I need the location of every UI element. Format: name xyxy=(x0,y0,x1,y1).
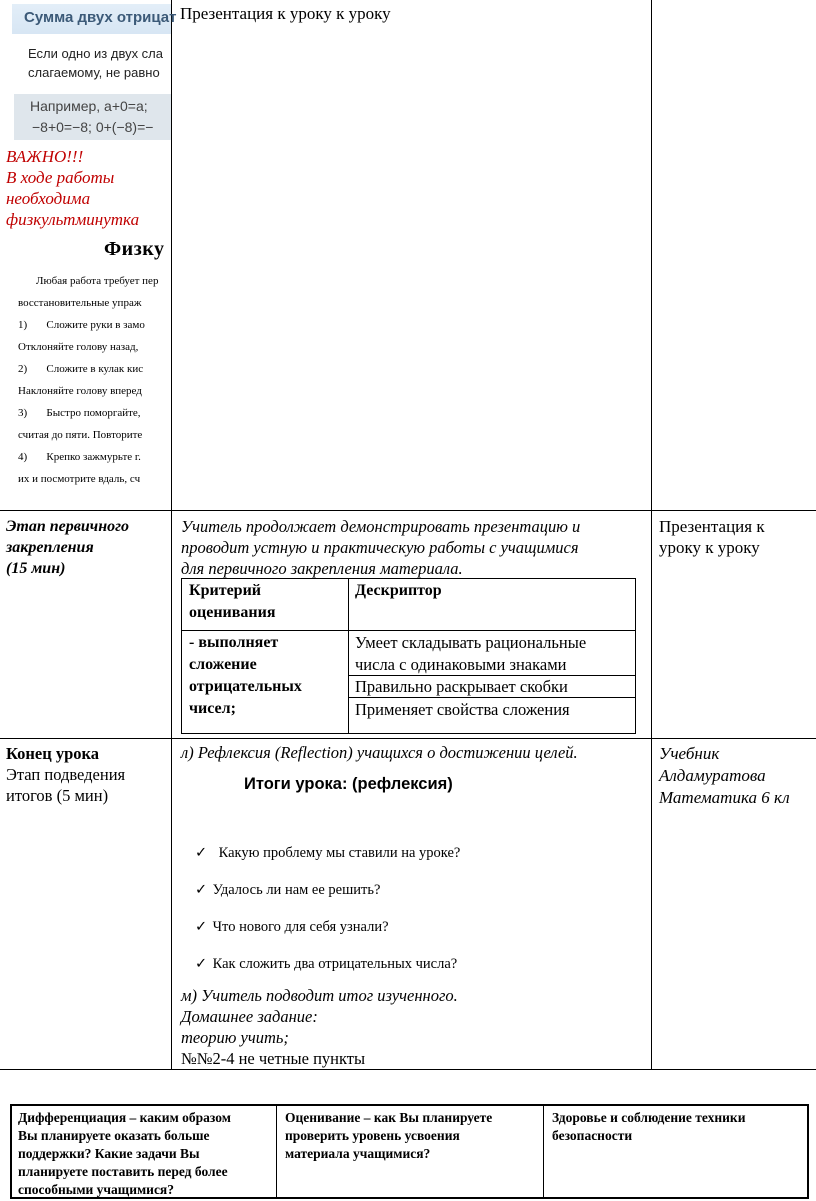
phys-line: восстановительные упраж xyxy=(18,297,142,309)
question-list xyxy=(195,845,460,993)
check-icon: ✓ xyxy=(195,882,208,898)
stage2-title-block xyxy=(6,743,125,806)
footer-line: способными учащимися? xyxy=(18,1182,174,1197)
phys-text xyxy=(0,270,171,490)
stage2-sub-line1: Этап подведения xyxy=(6,765,126,784)
textbook-rule-line1: Если одно из двух сла xyxy=(28,46,164,61)
stage2-title: Конец урока xyxy=(6,744,100,763)
check-icon: ✓ xyxy=(195,919,208,935)
summary-title: Итоги урока: (рефлексия) xyxy=(244,775,453,793)
question-text: Какую проблему мы ставили на уроке? xyxy=(218,845,461,861)
phys-line: их и посмотрите вдаль, сч xyxy=(18,473,141,485)
textbook-example-line1: Например, a+0=a; xyxy=(30,98,148,114)
textbook-rule-line2: слагаемому, не равно xyxy=(28,65,160,80)
question-item xyxy=(195,919,460,956)
phys-line: 1) Сложите руки в замо xyxy=(18,319,145,331)
teacher-line3: теорию учить; xyxy=(181,1028,289,1047)
phys-line: 3) Быстро поморгайте, xyxy=(18,407,141,419)
descriptor-2: Правильно раскрывает скобки xyxy=(355,677,568,696)
footer-table xyxy=(10,1104,809,1199)
footer-line: Здоровье и соблюдение техники xyxy=(552,1110,746,1125)
textbook-heading: Сумма двух отрицат xyxy=(24,9,177,26)
footer-line: безопасности xyxy=(552,1128,633,1143)
phys-line: Любая работа требует пер xyxy=(36,275,159,287)
presentation-note: Презентация к уроку к уроку xyxy=(180,4,391,23)
stage1-title xyxy=(6,516,129,579)
footer-line: поддержки? Какие задачи Вы xyxy=(18,1146,200,1161)
teacher-line4: №№2-4 не четные пункты xyxy=(181,1049,366,1068)
footer-line: материала учащимися? xyxy=(285,1146,431,1161)
textbook-heading-band xyxy=(12,4,177,34)
phys-line: 4) Крепко зажмурьте г. xyxy=(18,451,141,463)
stage1-title-line3: (15 мин) xyxy=(6,560,66,577)
stage2-resource-line2: Алдамуратова xyxy=(659,766,766,785)
textbook-example-line2: −8+0=−8; 0+(−8)=− xyxy=(32,119,154,135)
stage2-resource-line3: Математика 6 кл xyxy=(659,788,790,807)
phys-line: Отклоняйте голову назад, xyxy=(18,341,139,353)
table-border-col2 xyxy=(651,0,652,1070)
teacher-line1: м) Учитель подводит итог изученного. xyxy=(181,986,458,1005)
col-header-descriptor: Дескриптор xyxy=(355,582,442,599)
stage1-title-line1: Этап первичного xyxy=(6,518,129,535)
footer-differentiation xyxy=(18,1109,231,1199)
important-line4: физкультминутка xyxy=(6,210,140,229)
important-note xyxy=(6,146,139,230)
stage1-resource xyxy=(659,516,765,558)
stage1-title-line2: закрепления xyxy=(6,539,94,556)
criterion-line4: чисел; xyxy=(189,700,236,717)
footer-assessment xyxy=(285,1109,492,1163)
footer-health-safety xyxy=(552,1109,745,1145)
col-header-criterion xyxy=(189,580,276,624)
phys-line: Наклоняйте голову вперед xyxy=(18,385,142,397)
criterion-header-line1: Критерий xyxy=(189,582,262,599)
table-row-divider-1 xyxy=(0,510,816,511)
question-text: Удалось ли нам ее решить? xyxy=(212,882,381,898)
footer-line: Оценивание – как Вы планируете xyxy=(285,1110,493,1125)
important-line1: ВАЖНО!!! xyxy=(6,147,84,166)
stage2-reflection: л) Рефлексия (Reflection) учащихся о достижении целей. xyxy=(181,743,578,762)
teacher-line2: Домашнее задание: xyxy=(181,1007,318,1026)
question-item xyxy=(195,845,460,882)
descriptor-line: Умеет складывать рациональные xyxy=(355,633,587,652)
stage1-desc-line3: для первичного закрепления материала. xyxy=(181,559,463,578)
question-text: Как сложить два отрицательных числа? xyxy=(212,956,458,972)
phys-line: считая до пяти. Повторите xyxy=(18,429,143,441)
textbook-example-box xyxy=(14,94,171,140)
descriptor-3: Применяет свойства сложения xyxy=(355,700,570,719)
important-line3: необходима xyxy=(6,189,91,208)
criterion-line3: отрицательных xyxy=(189,678,302,695)
important-line2: В ходе работы xyxy=(6,168,115,187)
stage1-desc-line1: Учитель продолжает демонстрировать презентацию и xyxy=(181,517,581,536)
criterion-header-line2: оценивания xyxy=(189,604,276,621)
stage1-desc-line2: проводит устную и практическую работы с учащимися xyxy=(181,538,579,557)
stage1-description xyxy=(181,516,580,579)
phys-line: 2) Сложите в кулак кис xyxy=(18,363,144,375)
criterion-line1: - выполняет xyxy=(189,634,279,651)
teacher-summary xyxy=(181,985,458,1069)
stage1-resource-line1: Презентация к xyxy=(659,517,765,536)
descriptor-line: числа с одинаковыми знаками xyxy=(355,655,567,674)
footer-line: проверить уровень усвоения xyxy=(285,1128,460,1143)
table-row-divider-2 xyxy=(0,738,816,739)
criterion-cell xyxy=(189,632,302,720)
stage2-resource-line1: Учебник xyxy=(659,744,720,763)
question-item xyxy=(195,882,460,919)
stage2-sub-line2: итогов (5 мин) xyxy=(6,786,109,805)
footer-line: Вы планируете оказать больше xyxy=(18,1128,210,1143)
question-text: Что нового для себя узнали? xyxy=(212,919,389,935)
descriptor-1 xyxy=(355,632,586,676)
stage2-resource xyxy=(659,743,790,809)
check-icon: ✓ xyxy=(195,845,208,861)
stage1-resource-line2: уроку к уроку xyxy=(659,538,760,557)
check-icon: ✓ xyxy=(195,956,208,972)
footer-line: планируете поставить перед более xyxy=(18,1164,228,1179)
phys-title: Физку xyxy=(104,238,165,260)
assessment-table xyxy=(181,578,636,734)
table-border-col1 xyxy=(171,0,172,1070)
footer-line: Дифференциация – каким образом xyxy=(18,1110,231,1125)
criterion-line2: сложение xyxy=(189,656,257,673)
table-row-divider-3 xyxy=(0,1069,816,1070)
